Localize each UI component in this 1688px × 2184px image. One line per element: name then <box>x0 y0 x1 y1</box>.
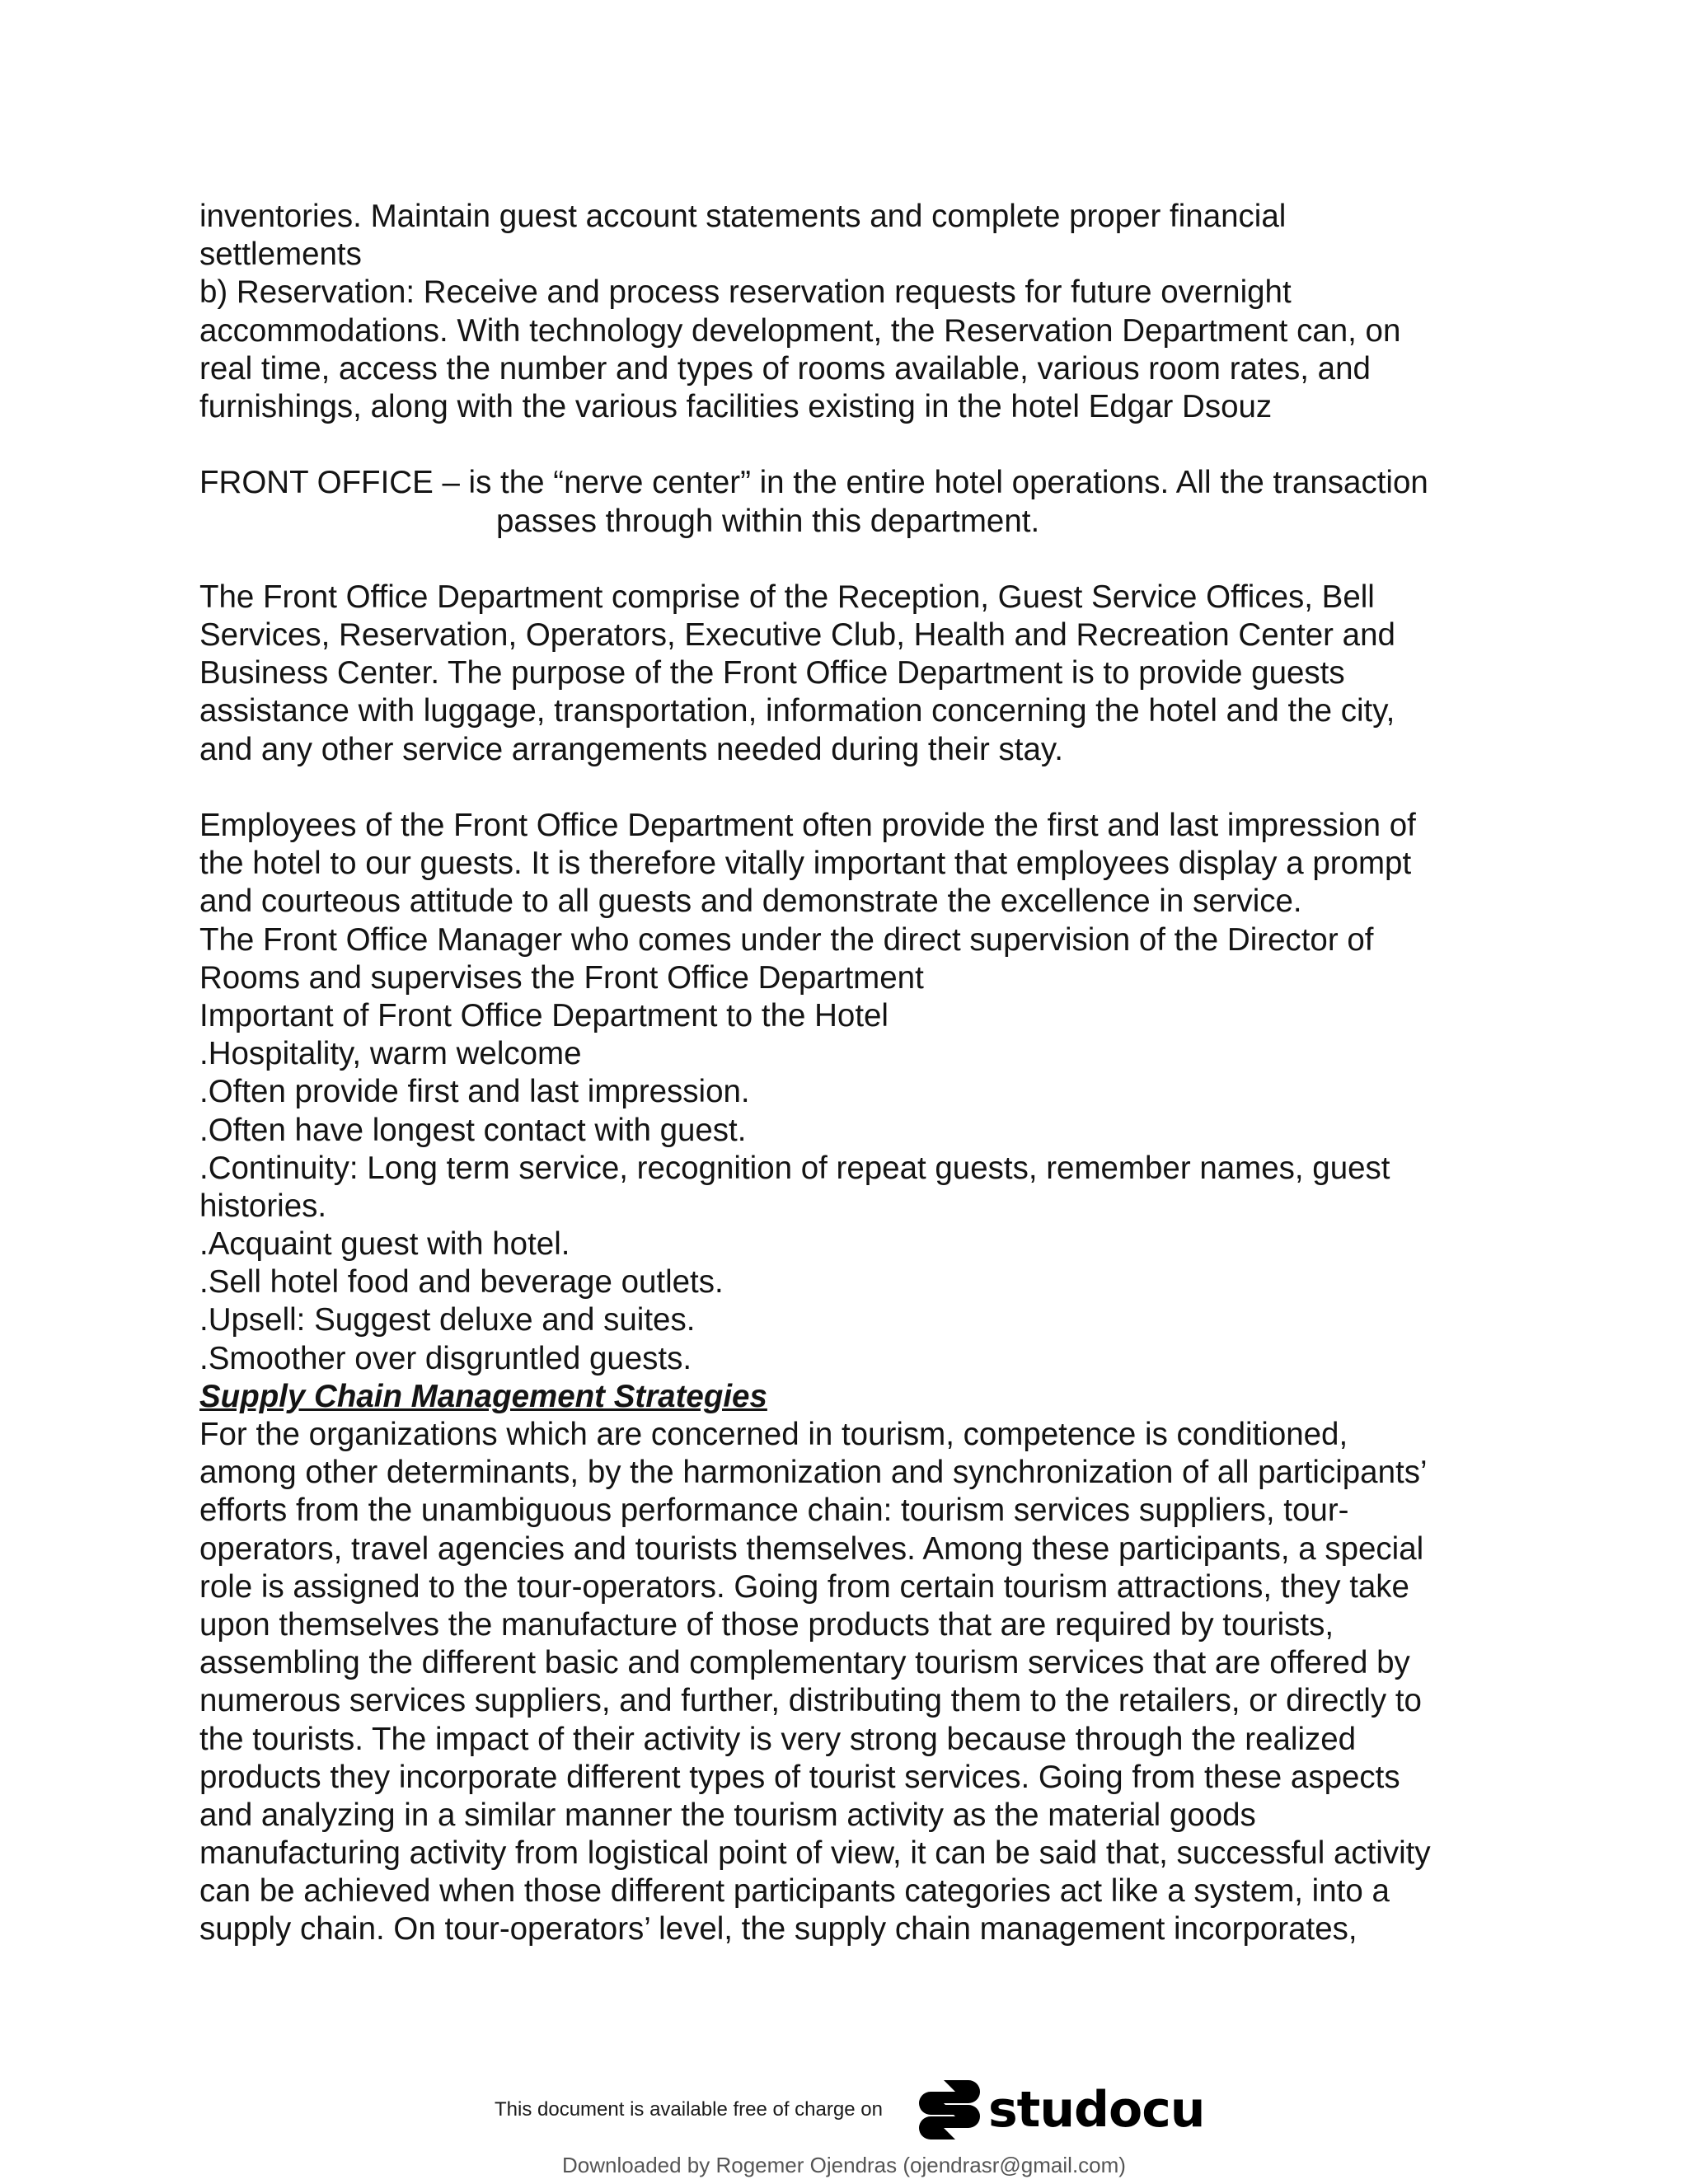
document-body <box>199 198 1493 1949</box>
downloaded-by-note: Downloaded by Rogemer Ojendras (ojendrasr@gmail.com) <box>562 2153 1126 2177</box>
text-line: FRONT OFFICE – is the “nerve center” in the entire hotel operations. All the transaction <box>199 465 1428 501</box>
paragraph-gap <box>199 426 1493 464</box>
text-line: Important of Front Office Department to the Hotel <box>199 997 889 1033</box>
text-line: among other determinants, by the harmonization and synchronization of all participants’ <box>199 1455 1428 1491</box>
text-line: products they incorporate different types of tourist services. Going from these aspects <box>199 1759 1400 1795</box>
text-line: the tourists. The impact of their activity is very strong because through the realized <box>199 1721 1357 1757</box>
list-item: histories. <box>199 1188 327 1224</box>
text-line: assistance with luggage, transportation, information concerning the hotel and the city, <box>199 693 1395 729</box>
text-line: b) Reservation: Receive and process reservation requests for future overnight <box>199 274 1292 311</box>
studocu-wordmark: studocu <box>987 2081 1205 2139</box>
text-line: and courteous attitude to all guests and demonstrate the excellence in service. <box>199 883 1302 920</box>
studocu-logo-icon <box>916 2077 983 2143</box>
text-line: accommodations. With technology development, the Reservation Department can, on <box>199 312 1401 349</box>
text-line: and any other service arrangements needed during their stay. <box>199 731 1063 767</box>
text-line: can be achieved when those different participants categories act like a system, into a <box>199 1873 1390 1910</box>
list-item: .Hospitality, warm welcome <box>199 1036 582 1072</box>
text-line: role is assigned to the tour-operators. Going from certain tourism attractions, they take <box>199 1568 1409 1605</box>
list-item: .Often have longest contact with guest. <box>199 1112 747 1148</box>
section-heading: Supply Chain Management Strategies <box>199 1378 767 1414</box>
text-line: upon themselves the manufacture of those products that are required by tourists, <box>199 1606 1334 1643</box>
text-line: numerous services suppliers, and further, distributing them to the retailers, or directly to <box>199 1683 1422 1719</box>
text-line: settlements <box>199 237 362 273</box>
paragraph-gap <box>199 541 1493 579</box>
text-line: Employees of the Front Office Department often provide the first and last impression of <box>199 808 1416 843</box>
text-line: operators, travel agencies and tourists themselves. Among these participants, a special <box>199 1530 1424 1567</box>
text-line: The Front Office Department comprise of the Reception, Guest Service Offices, Bell <box>199 579 1375 615</box>
text-line: furnishings, along with the various facilities existing in the hotel Edgar Dsouz <box>199 388 1273 424</box>
availability-banner <box>495 2077 1205 2143</box>
list-item: .Smoother over disgruntled guests. <box>199 1340 692 1376</box>
text-line: Rooms and supervises the Front Office Department <box>199 959 924 996</box>
studocu-logo-link[interactable] <box>916 2077 1205 2143</box>
text-line: manufacturing activity from logistical point of view, it can be said that, successful activity <box>199 1835 1431 1872</box>
text-line: the hotel to our guests. It is therefore vitally important that employees display a prompt <box>199 846 1412 882</box>
text-line: inventories. Maintain guest account statements and complete proper financial <box>199 199 1287 234</box>
availability-note: This document is available free of charge on <box>495 2098 883 2121</box>
list-item: .Acquaint guest with hotel. <box>199 1226 570 1263</box>
list-item: .Continuity: Long term service, recognition of repeat guests, remember names, guest <box>199 1150 1390 1186</box>
text-line: Business Center. The purpose of the Front Office Department is to provide guests <box>199 655 1345 691</box>
text-line: For the organizations which are concerned in tourism, competence is conditioned, <box>199 1417 1348 1452</box>
list-item: .Often provide first and last impression. <box>199 1074 750 1110</box>
text-line: supply chain. On tour-operators’ level, the supply chain management incorporates, <box>199 1911 1357 1947</box>
text-line: passes through within this department. <box>496 503 1040 539</box>
paragraph-gap <box>199 769 1493 807</box>
text-line: Services, Reservation, Operators, Executive Club, Health and Recreation Center and <box>199 617 1395 654</box>
page-footer <box>0 2060 1688 2184</box>
text-line: assembling the different basic and complementary tourism services that are offered by <box>199 1645 1410 1681</box>
list-item: .Upsell: Suggest deluxe and suites. <box>199 1302 696 1338</box>
text-line: The Front Office Manager who comes under the direct supervision of the Director of <box>199 921 1374 958</box>
list-item: .Sell hotel food and beverage outlets. <box>199 1264 724 1301</box>
text-line: efforts from the unambiguous performance chain: tourism services suppliers, tour- <box>199 1493 1349 1529</box>
text-line: and analyzing in a similar manner the tourism activity as the material goods <box>199 1797 1256 1833</box>
text-line: real time, access the number and types of rooms available, various room rates, and <box>199 350 1371 387</box>
